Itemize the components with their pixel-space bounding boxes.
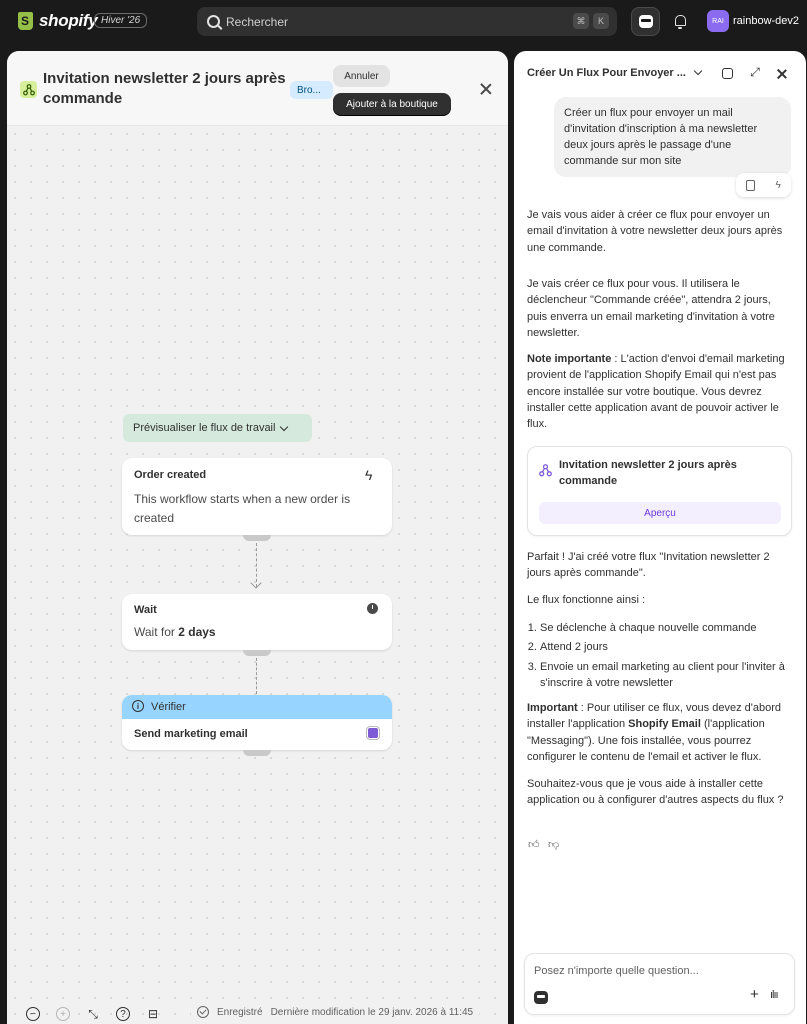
top-bar xyxy=(0,0,807,44)
sidekick-chat-panel xyxy=(514,51,806,1024)
sidekick-icon xyxy=(639,15,653,28)
chat-input-box[interactable] xyxy=(524,953,795,1015)
shopify-bag-icon xyxy=(18,12,33,30)
connector-handle[interactable] xyxy=(243,535,271,541)
send-email-step-card[interactable] xyxy=(122,695,392,750)
connector-handle[interactable] xyxy=(243,650,271,656)
add-attachment-icon[interactable]: + xyxy=(750,986,759,1003)
saved-label: Enregistré xyxy=(217,1006,263,1018)
steps-list xyxy=(527,620,793,694)
workflow-card-title: Invitation newsletter 2 jours après commande xyxy=(559,459,737,487)
sidekick-icon xyxy=(534,991,548,1004)
check-circle-icon xyxy=(197,1006,209,1018)
bell-icon[interactable] xyxy=(675,15,686,26)
command-key-hint: ⌘ xyxy=(573,13,589,29)
close-icon[interactable] xyxy=(776,68,788,80)
workflow-header xyxy=(7,51,508,126)
lightning-icon[interactable]: ϟ xyxy=(775,179,781,191)
step-title: Wait xyxy=(134,604,157,616)
copy-icon[interactable] xyxy=(746,180,755,191)
step-description: This workflow starts when a new order is created xyxy=(134,492,351,525)
store-avatar[interactable]: RAI xyxy=(707,10,729,32)
verify-header xyxy=(122,695,392,719)
workflow-editor-panel xyxy=(7,51,508,1024)
add-to-store-button[interactable]: Ajouter à la boutique xyxy=(333,93,451,115)
list-item: 3. Envoie un email marketing au client pour l'inviter à s'inscrire à votre newsletter xyxy=(540,659,793,692)
step-description: Wait for 2 days xyxy=(134,625,216,639)
preview-workflow-button[interactable] xyxy=(123,414,312,442)
assistant-message: Souhaitez-vous que je vous aide à installer cette application ou à configurer d'autres aspects du flux ? xyxy=(527,778,784,807)
store-name[interactable]: rainbow-dev2 xyxy=(733,15,800,27)
wait-step-card[interactable] xyxy=(122,594,392,650)
info-icon: i xyxy=(132,700,144,712)
assistant-message: Le flux fonctionne ainsi : xyxy=(527,594,646,606)
search-input[interactable]: Rechercher xyxy=(226,14,289,29)
zoom-out-icon[interactable]: − xyxy=(26,1007,40,1021)
connector-line xyxy=(256,658,257,694)
k-key-hint: K xyxy=(593,13,609,29)
search-bar[interactable] xyxy=(197,7,617,36)
edition-badge[interactable]: Hiver '26 xyxy=(94,13,147,28)
status-badge: Bro... xyxy=(290,81,333,99)
thumbs-up-icon[interactable]: 👍︎ xyxy=(528,839,540,851)
assistant-message: Je vais vous aider à créer ce flux pour envoyer un email d'invitation à votre newsletter deux jours après une commande. xyxy=(527,209,783,254)
user-message: Créer un flux pour envoyer un mail d'invitation d'inscription à ma newsletter deux jours après le passage d'une commande sur mon site xyxy=(554,97,791,177)
new-chat-icon[interactable] xyxy=(722,68,733,79)
preview-workflow-label: Prévisualiser le flux de travail xyxy=(133,422,276,434)
chevron-down-icon xyxy=(280,422,288,430)
trigger-step-card[interactable] xyxy=(122,458,392,535)
help-icon[interactable]: ? xyxy=(116,1007,130,1021)
voice-input-icon[interactable]: ılıı xyxy=(770,989,778,1001)
assistant-message: Parfait ! J'ai créé votre flux "Invitation newsletter 2 jours après commande". xyxy=(527,551,770,580)
save-status-bar xyxy=(191,1001,479,1023)
shopify-logo[interactable] xyxy=(18,11,97,31)
preview-button[interactable]: Aperçu xyxy=(539,502,781,524)
verify-label: Vérifier xyxy=(151,701,186,713)
search-icon xyxy=(207,15,220,28)
expand-icon[interactable]: ⤢ xyxy=(750,64,760,79)
workflow-canvas[interactable] xyxy=(7,126,508,1024)
thumbs-down-icon[interactable]: 👎︎ xyxy=(548,839,560,851)
step-body xyxy=(122,719,392,750)
last-modified-label: Dernière modification le 29 janv. 2026 à 11:45 xyxy=(270,1006,474,1018)
layout-icon[interactable]: ⊟ xyxy=(147,1007,159,1021)
close-icon[interactable] xyxy=(479,82,493,96)
brand-name: shopify xyxy=(39,11,98,30)
list-item: 1. Se déclenche à chaque nouvelle commande xyxy=(540,620,793,636)
connector-handle[interactable] xyxy=(243,750,271,756)
list-item: 2. Attend 2 jours xyxy=(540,639,793,655)
chevron-down-icon[interactable] xyxy=(694,67,702,75)
canvas-toolbar xyxy=(23,1004,163,1024)
lightning-icon: ϟ xyxy=(365,467,373,483)
step-title: Send marketing email xyxy=(134,728,248,740)
chat-input[interactable]: Posez n'importe quelle question... xyxy=(534,965,699,977)
flow-icon xyxy=(539,464,552,477)
chat-title[interactable]: Créer Un Flux Pour Envoyer ... xyxy=(527,67,686,79)
fit-view-icon[interactable]: ⤡ xyxy=(88,1006,98,1021)
zoom-in-icon[interactable]: + xyxy=(56,1007,70,1021)
shopify-email-icon xyxy=(367,727,379,739)
message-actions xyxy=(736,173,791,197)
clock-icon xyxy=(367,603,378,614)
flow-app-icon xyxy=(20,81,37,98)
step-title: Order created xyxy=(134,469,207,481)
assistant-message: Je vais créer ce flux pour vous. Il utilisera le déclencheur "Commande créée", attendra 2 jours, puis enverra un email marketing d'invitation à votre newsletter. xyxy=(527,278,775,339)
assistant-important: Important : Pour utiliser ce flux, vous devez d'abord installer l'application Shopify Email (l'application "Messaging"). Une fois installée, vous pourrez configurer le contenu de l'email et activer le flux. xyxy=(527,702,781,763)
assistant-note: Note importante : L'action d'envoi d'email marketing provient de l'application Shopify Email qui n'est pas encore installée sur votre boutique. Vous devrez installer cette application avant de pouvoir activer le flux. xyxy=(527,353,785,431)
workflow-result-card xyxy=(527,446,792,536)
cancel-button[interactable]: Annuler xyxy=(333,65,390,87)
sidekick-button[interactable] xyxy=(631,7,660,36)
workflow-title: Invitation newsletter 2 jours après commande xyxy=(43,70,286,107)
